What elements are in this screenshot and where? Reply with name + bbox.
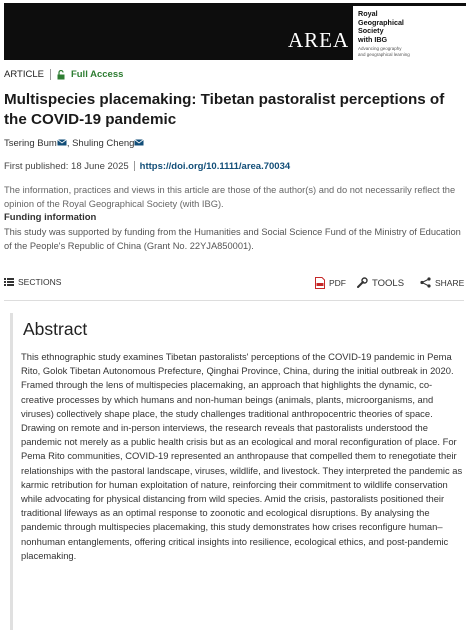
- pdf-icon: [315, 277, 325, 289]
- author-link[interactable]: Shuling Cheng: [72, 138, 135, 149]
- tools-button[interactable]: [356, 277, 404, 289]
- sections-label: SECTIONS: [18, 277, 62, 287]
- abstract-section: [10, 313, 468, 630]
- pdf-button[interactable]: [315, 277, 346, 289]
- funding-heading: Funding information: [4, 212, 97, 223]
- publication-info: [4, 161, 290, 172]
- doi-link[interactable]: https://doi.org/10.1111/area.70034: [139, 161, 291, 172]
- disclaimer-text: The information, practices and views in this article are those of the author(s) and do not necessarily reflect the opinion of the Royal Geographical Society (with IBG).: [4, 185, 456, 209]
- society-name: Royal Geographical Society with IBG: [358, 9, 404, 44]
- journal-banner[interactable]: [4, 3, 466, 60]
- article-type: ARTICLE: [4, 69, 44, 80]
- email-icon[interactable]: [57, 139, 67, 146]
- share-button[interactable]: [420, 277, 464, 288]
- email-icon[interactable]: [134, 139, 144, 146]
- wrench-icon: [356, 277, 368, 289]
- first-published: First published: 18 June 2025: [4, 161, 129, 172]
- abstract-heading: Abstract: [23, 319, 88, 339]
- section-divider: [4, 300, 464, 301]
- article-meta: [4, 69, 123, 80]
- tools-label: TOOLS: [372, 277, 405, 289]
- author-list: Tsering Bum , Shuling Cheng: [4, 138, 144, 149]
- society-tagline: Advancing geography and geographical learning: [358, 46, 410, 57]
- meta-divider: [50, 69, 51, 80]
- share-icon: [420, 277, 431, 288]
- list-icon: [4, 278, 14, 286]
- meta-divider: [134, 161, 135, 171]
- access-badge: Full Access: [70, 69, 124, 80]
- journal-name: AREA: [288, 28, 350, 52]
- article-title: Multispecies placemaking: Tibetan pastoralist perceptions of the COVID-19 pandemic: [4, 91, 445, 128]
- funding-text: This study was supported by funding from the Humanities and Social Science Fund of the Ministry of Education of the People's Republic of China (Grant No. 22YJA850001).: [4, 227, 461, 251]
- rgs-logo: [353, 6, 468, 63]
- author-link[interactable]: Tsering Bum: [4, 138, 57, 149]
- open-lock-icon: [57, 70, 65, 80]
- share-label: SHARE: [435, 277, 465, 288]
- abstract-text: This ethnographic study examines Tibetan pastoralists' perceptions of the COVID-19 pandemic in Pema Rito, Golok Tibetan Autonomous Prefecture, Qinghai Province, China, during the initial outbreak in 2020. Framed through the lens of multispecies placemaking, an approach that highlights the dynamic, co-creative processes by which humans and non-human beings (animals, plants, microorganisms, and viruses) collectively shape place, the study challenges traditional anthropocentric theories of space. Drawing on remote and in-person interviews, the research reveals that pastoralists understood the pandemic not merely as a public health crisis but as an ecological and moral reconfiguration of place. For Pema Rito communities, COVID-19 represented an anthropause that compelled them to renegotiate their relationships with the pastoral landscape, viruses, wildlife, and livestock. They interpreted the pandemic as karmic retribution for human exploitation of nature, reinforcing their commitment to wildlife conservation while advocating for physical distancing from wild species. Amid the crisis, pastoralists positioned their traditional lifeways as an optimal response to zoonotic and ecological disruptions. By analysing the pandemic through multispecies placemaking, this study demonstrates how crises reconfigure human–nonhuman entanglements, offering critical insights into resilience, ecological ethics, and post-pandemic placemaking.: [21, 351, 463, 561]
- pdf-label: PDF: [329, 278, 346, 288]
- article-toolbar: [4, 277, 464, 293]
- sections-button[interactable]: [4, 277, 61, 287]
